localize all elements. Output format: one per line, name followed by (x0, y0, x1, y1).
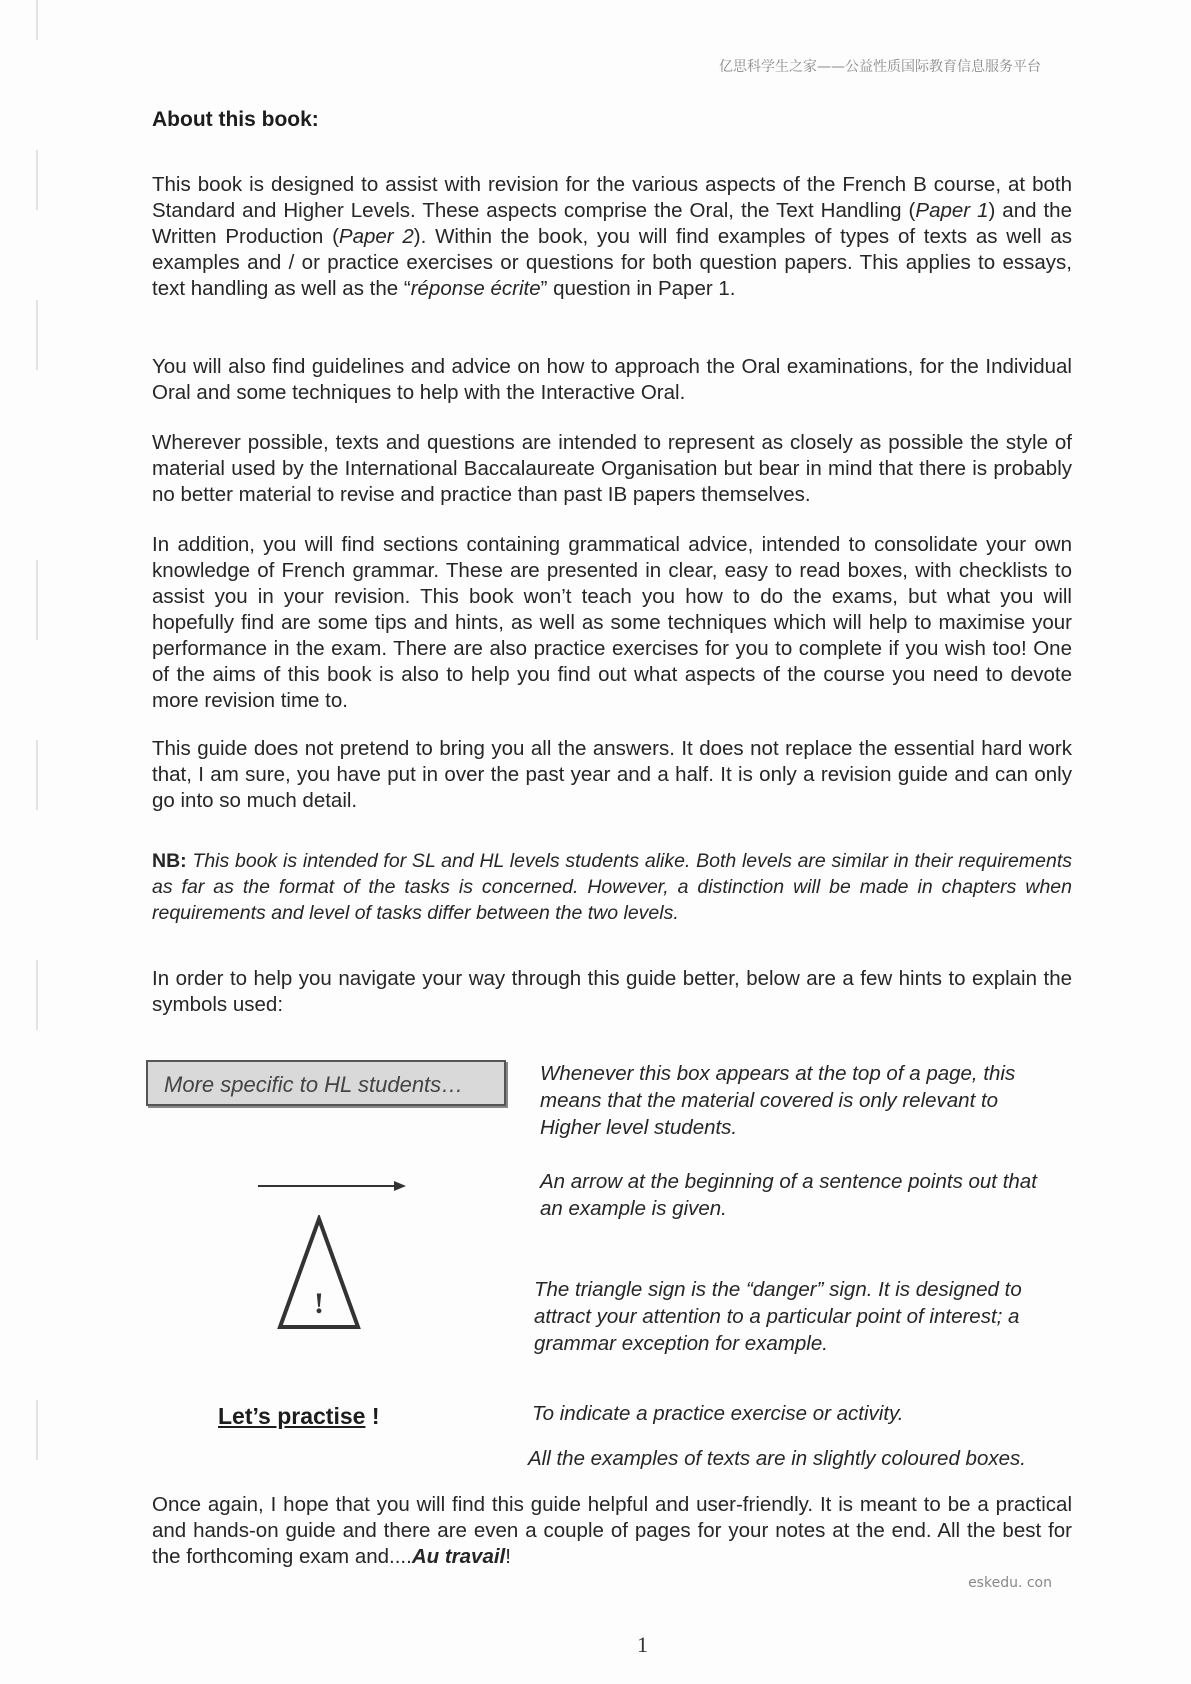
closing-end: ! (505, 1545, 511, 1568)
hl-box-label: More specific to HL students… (164, 1072, 464, 1097)
symbols-intro: In order to help you navigate your way through this guide better, below are a few hints to explain the symbols used: (152, 967, 1072, 1016)
triangle-description: The triangle sign is the “danger” sign. It is designed to attract your attention to a particular point of interest; a grammar exception for example. (534, 1278, 1022, 1355)
closing-text: Once again, I hope that you will find this guide helpful and user-friendly. It is meant to be a practical and hands-on guide and there are even a couple of pages for your notes at the end. All the best for the forthcoming exam and.... (152, 1493, 1072, 1568)
right-arrow-icon (258, 1178, 408, 1194)
ib-style-paragraph: Wherever possible, texts and questions are intended to represent as closely as possible the style of material used by the International Baccalaureate Organisation but bear in mind that there is probably no better material to revise and practice than past IB papers themselves. (152, 431, 1072, 506)
hl-box-description: Whenever this box appears at the top of a page, this means that the material covered is only relevant to Higher level students. (540, 1062, 1016, 1139)
practise-label-text: Let’s practise (218, 1403, 366, 1429)
warning-triangle-icon (276, 1215, 362, 1331)
nb-note (152, 848, 1072, 926)
intro-paragraph: This book is designed to assist with revision for the various aspects of the French B course, at both Standard and Higher Levels. These aspects comprise the Oral, the Text Handling (Paper 1) and the Written Production (Paper 2). Within the book, you will find examples of types of texts as well as examples and / or practice exercises or questions for both question papers. This applies to essays, text handling as well as the “réponse écrite” question in Paper 1. (152, 173, 1072, 300)
triangle-exclamation: ! (314, 1287, 324, 1320)
hl-specific-box (146, 1060, 506, 1106)
scan-edge-mark (36, 1400, 38, 1460)
scan-edge-mark (36, 0, 38, 40)
nb-label: NB: (152, 850, 187, 872)
scan-edge-mark (36, 150, 38, 210)
oral-paragraph: You will also find guidelines and advice on how to approach the Oral examinations, for the Individual Oral and some techniques to help with the Interactive Oral. (152, 355, 1072, 404)
header-site-text: 亿思科学生之家——公益性质国际教育信息服务平台 (719, 59, 1041, 75)
scan-edge-mark (36, 560, 38, 640)
scan-edge-mark (36, 300, 38, 370)
practise-description: To indicate a practice exercise or activity. (532, 1402, 904, 1425)
scan-edge-mark (36, 740, 38, 810)
page-number: 1 (637, 1632, 648, 1657)
guide-scope-paragraph: This guide does not pretend to bring you all the answers. It does not replace the essential hard work that, I am sure, you have put in over the past year and a half. It is only a revision guide and can only go into so much detail. (152, 737, 1072, 812)
grammar-paragraph: In addition, you will find sections containing grammatical advice, intended to consolidate your own knowledge of French grammar. These are presented in clear, easy to read boxes, with checklists to assist you in your revision. This book won’t teach you how to do the exams, but what you will hopefully find are some tips and hints, as well as some techniques which will help to maximise your performance in the exam. There are also practice exercises for you to complete if you wish too! One of the aims of this book is also to help you find out what aspects of the course you need to devote more revision time to. (152, 533, 1072, 712)
arrow-description: An arrow at the beginning of a sentence points out that an example is given. (540, 1170, 1037, 1220)
practise-label-suffix: ! (365, 1403, 380, 1429)
closing-emphasis: Au travail (411, 1545, 506, 1568)
closing-paragraph (152, 1492, 1072, 1570)
scan-edge-mark (36, 960, 38, 1030)
nb-text: This book is intended for SL and HL levels students alike. Both levels are similar in their requirements as far as the format of the tasks is concerned. However, a distinction will be made in chapters when requirements and level of tasks differ between the two levels. (152, 850, 1072, 924)
practise-label (218, 1403, 380, 1430)
coloured-boxes-description: All the examples of texts are in slightly coloured boxes. (528, 1447, 1026, 1470)
footer-site-text: eskedu. con (968, 1575, 1052, 1591)
page-title: About this book: (152, 108, 319, 131)
